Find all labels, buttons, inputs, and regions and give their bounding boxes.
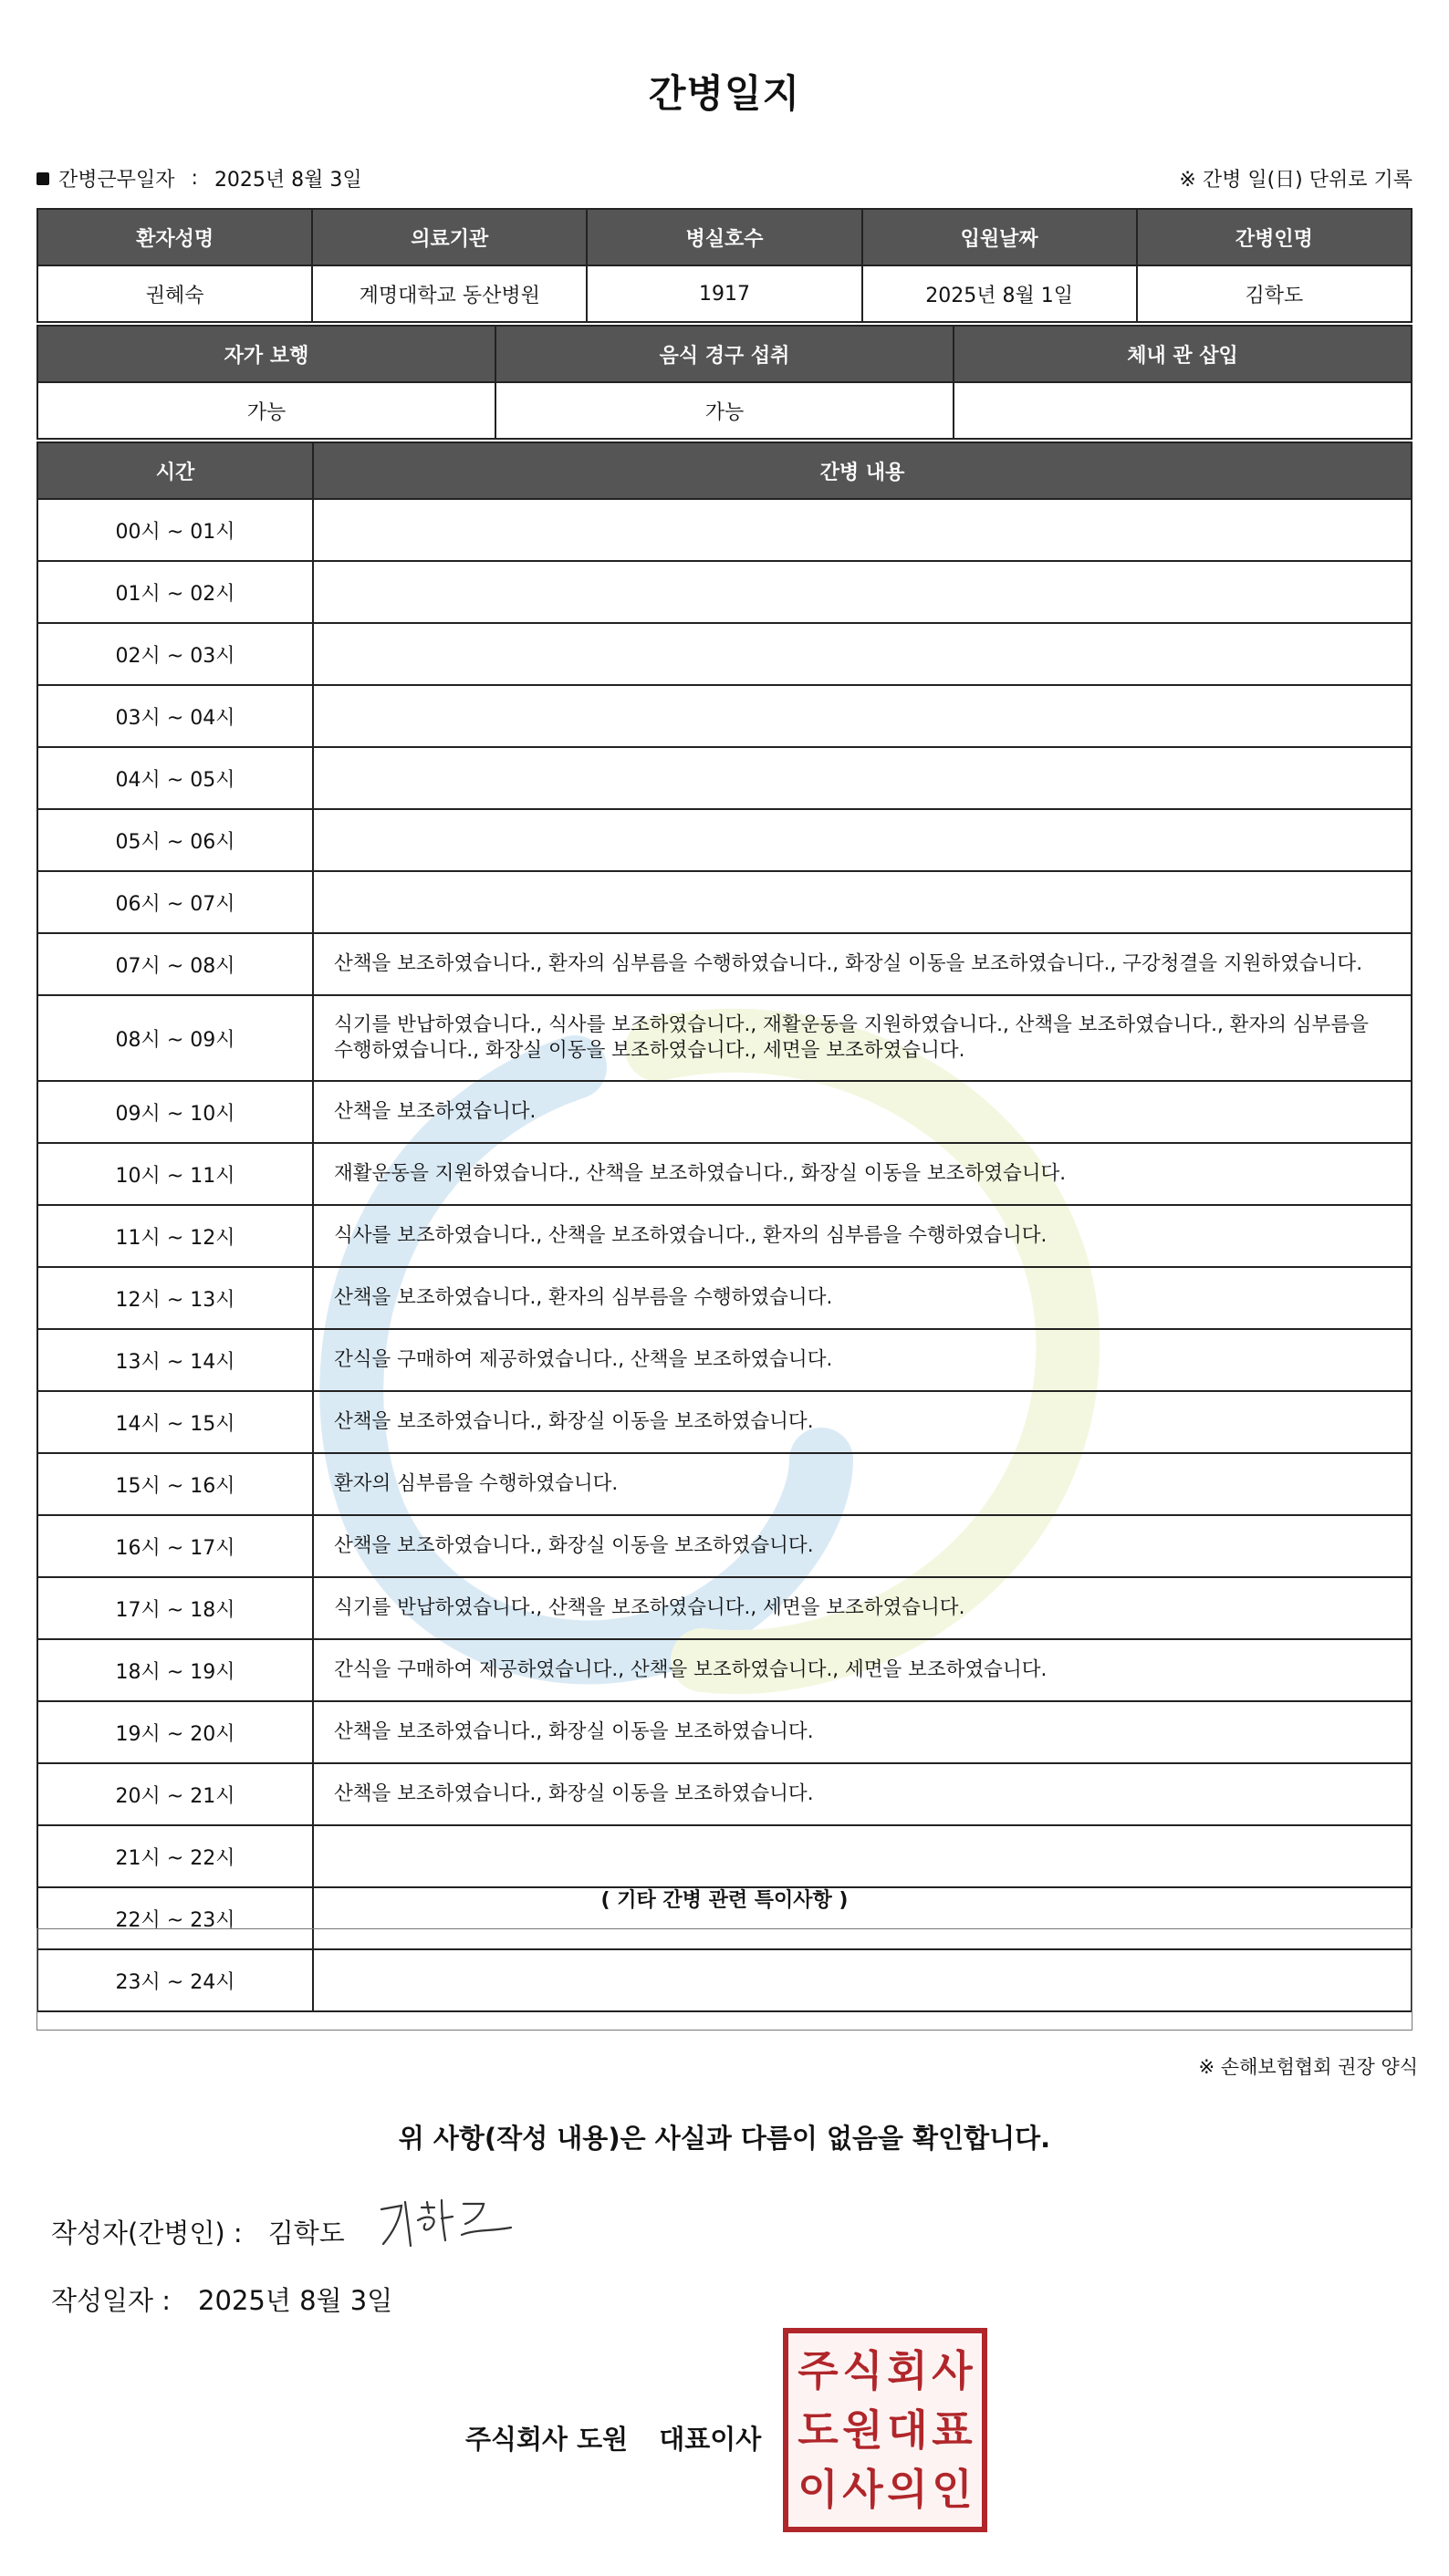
writer-line — [51, 2213, 345, 2250]
care-log-header-row — [37, 442, 1412, 499]
confirmation-statement: 위 사항(작성 내용)은 사실과 다름이 없음을 확인합니다. — [398, 2123, 1051, 2154]
patient-status-value-row — [37, 382, 1412, 439]
writer-name: 김학도 — [267, 2218, 345, 2249]
care-log-row — [37, 809, 1412, 871]
seal-char: 의 — [887, 2465, 928, 2515]
care-log-content: 식기를 반납하였습니다., 산책을 보조하였습니다., 세면을 보조하였습니다. — [313, 1577, 1412, 1639]
oral-intake-value: 가능 — [495, 382, 954, 439]
care-log-row — [37, 933, 1412, 995]
remarks-box — [36, 1928, 1413, 2031]
care-log-row — [37, 1515, 1412, 1577]
care-log-row — [37, 1453, 1412, 1515]
seal-char: 인 — [932, 2465, 973, 2515]
care-log-content — [313, 747, 1412, 809]
caregiver-name: 김학도 — [1137, 265, 1412, 322]
hospital-name: 계명대학교 동산병원 — [312, 265, 587, 322]
care-log-content: 식사를 보조하였습니다., 산책을 보조하였습니다., 환자의 심부름을 수행하였습니다. — [313, 1205, 1412, 1267]
care-log-time: 11시 ~ 12시 — [37, 1205, 313, 1267]
seal-characters — [796, 2341, 975, 2519]
care-log-time: 16시 ~ 17시 — [37, 1515, 313, 1577]
written-date-value: 2025년 8월 3일 — [198, 2285, 393, 2316]
seal-char: 회 — [887, 2345, 928, 2395]
tube-insertion-value — [954, 382, 1412, 439]
care-log-time: 22시 ~ 23시 — [37, 1887, 313, 1949]
care-log-row — [37, 1391, 1412, 1453]
document-title: 간병일지 — [648, 71, 801, 116]
daily-note: ※ 간병 일(日) 단위로 기록 — [1179, 169, 1413, 192]
company-seal-stamp — [783, 2328, 987, 2532]
work-date — [36, 164, 362, 192]
care-log-row — [37, 871, 1412, 933]
care-log-content — [313, 561, 1412, 623]
header-care-content: 간병 내용 — [313, 442, 1412, 499]
patient-info-value-row — [37, 265, 1412, 322]
care-log-row — [37, 1763, 1412, 1825]
care-log-content: 산책을 보조하였습니다., 환자의 심부름을 수행하였습니다. — [313, 1267, 1412, 1329]
company-role: 대표이사 — [659, 2424, 762, 2455]
care-log-row — [37, 561, 1412, 623]
seal-char: 도 — [797, 2405, 839, 2455]
header-hospital: 의료기관 — [312, 209, 587, 265]
care-log-time: 17시 ~ 18시 — [37, 1577, 313, 1639]
care-log-time: 18시 ~ 19시 — [37, 1639, 313, 1701]
company-line — [465, 2419, 761, 2457]
patient-name: 권혜숙 — [37, 265, 312, 322]
care-log-time: 06시 ~ 07시 — [37, 871, 313, 933]
care-log-content — [313, 871, 1412, 933]
header-caregiver: 간병인명 — [1137, 209, 1412, 265]
care-log-time: 12시 ~ 13시 — [37, 1267, 313, 1329]
care-log-content: 식기를 반납하였습니다., 식사를 보조하였습니다., 재활운동을 지원하였습니다., 산책을 보조하였습니다., 환자의 심부름을 수행하였습니다., 화장실 이동을 보조하였습니다., 세면을 보조하였습니다. — [313, 995, 1412, 1081]
care-log-row — [37, 1081, 1412, 1143]
care-log-row — [37, 623, 1412, 685]
seal-char: 원 — [842, 2405, 883, 2455]
care-log-time: 01시 ~ 02시 — [37, 561, 313, 623]
work-date-separator: : — [191, 167, 198, 190]
meta-row — [36, 164, 1413, 197]
care-log-table — [36, 441, 1413, 2012]
care-log-time: 15시 ~ 16시 — [37, 1453, 313, 1515]
care-log-row — [37, 995, 1412, 1081]
care-log-time: 10시 ~ 11시 — [37, 1143, 313, 1205]
care-log-content — [313, 1825, 1412, 1887]
care-log-row — [37, 1577, 1412, 1639]
care-log-row — [37, 1329, 1412, 1391]
company-name: 주식회사 도원 — [465, 2424, 629, 2455]
patient-status-header-row — [37, 326, 1412, 382]
care-log-row — [37, 1267, 1412, 1329]
room-number: 1917 — [587, 265, 861, 322]
care-log-time: 03시 ~ 04시 — [37, 685, 313, 747]
seal-char: 주 — [797, 2345, 839, 2395]
patient-info-header-row — [37, 209, 1412, 265]
header-room: 병실호수 — [587, 209, 861, 265]
care-log-time: 08시 ~ 09시 — [37, 995, 313, 1081]
care-log-content: 산책을 보조하였습니다., 환자의 심부름을 수행하였습니다., 화장실 이동을 보조하였습니다., 구강청결을 지원하였습니다. — [313, 933, 1412, 995]
care-log-row — [37, 685, 1412, 747]
care-log-time: 14시 ~ 15시 — [37, 1391, 313, 1453]
header-patient-name: 환자성명 — [37, 209, 312, 265]
care-log-content: 산책을 보조하였습니다., 화장실 이동을 보조하였습니다. — [313, 1391, 1412, 1453]
care-log-content — [313, 499, 1412, 561]
care-log-row — [37, 1205, 1412, 1267]
care-log-content: 재활운동을 지원하였습니다., 산책을 보조하였습니다., 화장실 이동을 보조하였습니다. — [313, 1143, 1412, 1205]
bullet-icon — [36, 172, 49, 185]
header-oral-intake: 음식 경구 섭취 — [495, 326, 954, 382]
care-log-time: 09시 ~ 10시 — [37, 1081, 313, 1143]
seal-char: 대 — [887, 2405, 928, 2455]
handwritten-signature — [374, 2193, 520, 2251]
remarks-title: ( 기타 간병 관련 특이사항 ) — [600, 1889, 849, 1912]
self-walking-value: 가능 — [37, 382, 495, 439]
care-log-row — [37, 747, 1412, 809]
care-log-time: 13시 ~ 14시 — [37, 1329, 313, 1391]
care-log-content — [313, 809, 1412, 871]
seal-char: 사 — [842, 2465, 883, 2515]
care-log-body — [37, 499, 1412, 2011]
care-log-content: 산책을 보조하였습니다. — [313, 1081, 1412, 1143]
work-date-value: 2025년 8월 3일 — [214, 169, 362, 192]
header-tube-insertion: 체내 관 삽입 — [954, 326, 1412, 382]
care-log-content: 간식을 구매하여 제공하였습니다., 산책을 보조하였습니다. — [313, 1329, 1412, 1391]
seal-char: 표 — [932, 2405, 973, 2455]
care-log-time: 05시 ~ 06시 — [37, 809, 313, 871]
header-admission-date: 입원날짜 — [862, 209, 1137, 265]
care-log-row — [37, 1825, 1412, 1887]
care-log-time: 02시 ~ 03시 — [37, 623, 313, 685]
written-date-line — [51, 2280, 392, 2318]
care-log-content: 환자의 심부름을 수행하였습니다. — [313, 1453, 1412, 1515]
patient-info-table — [36, 208, 1413, 323]
care-log-content — [313, 685, 1412, 747]
care-log-content: 산책을 보조하였습니다., 화장실 이동을 보조하였습니다. — [313, 1763, 1412, 1825]
care-log-row — [37, 1639, 1412, 1701]
written-date-label: 작성일자 : — [51, 2285, 172, 2316]
form-note: ※ 손해보험협회 권장 양식 — [1198, 2056, 1418, 2078]
care-log-time: 04시 ~ 05시 — [37, 747, 313, 809]
header-time: 시간 — [37, 442, 313, 499]
care-log-time: 07시 ~ 08시 — [37, 933, 313, 995]
care-log-time: 20시 ~ 21시 — [37, 1763, 313, 1825]
care-log-content: 간식을 구매하여 제공하였습니다., 산책을 보조하였습니다., 세면을 보조하였습니다. — [313, 1639, 1412, 1701]
care-log-content: 산책을 보조하였습니다., 화장실 이동을 보조하였습니다. — [313, 1515, 1412, 1577]
care-log-row — [37, 1143, 1412, 1205]
patient-status-table — [36, 325, 1413, 440]
care-log-time: 23시 ~ 24시 — [37, 1949, 313, 2011]
header-self-walking: 자가 보행 — [37, 326, 495, 382]
care-log-time: 19시 ~ 20시 — [37, 1701, 313, 1763]
care-log-row — [37, 1701, 1412, 1763]
seal-char: 이 — [797, 2465, 839, 2515]
seal-char: 식 — [842, 2345, 883, 2395]
seal-char: 사 — [932, 2345, 973, 2395]
care-log-content: 산책을 보조하였습니다., 화장실 이동을 보조하였습니다. — [313, 1701, 1412, 1763]
care-log-content — [313, 623, 1412, 685]
work-date-label: 간병근무일자 — [58, 169, 175, 192]
care-log-time: 21시 ~ 22시 — [37, 1825, 313, 1887]
admission-date: 2025년 8월 1일 — [862, 265, 1137, 322]
care-log-row — [37, 499, 1412, 561]
writer-label: 작성자(간병인) : — [51, 2218, 243, 2249]
care-log-time: 00시 ~ 01시 — [37, 499, 313, 561]
